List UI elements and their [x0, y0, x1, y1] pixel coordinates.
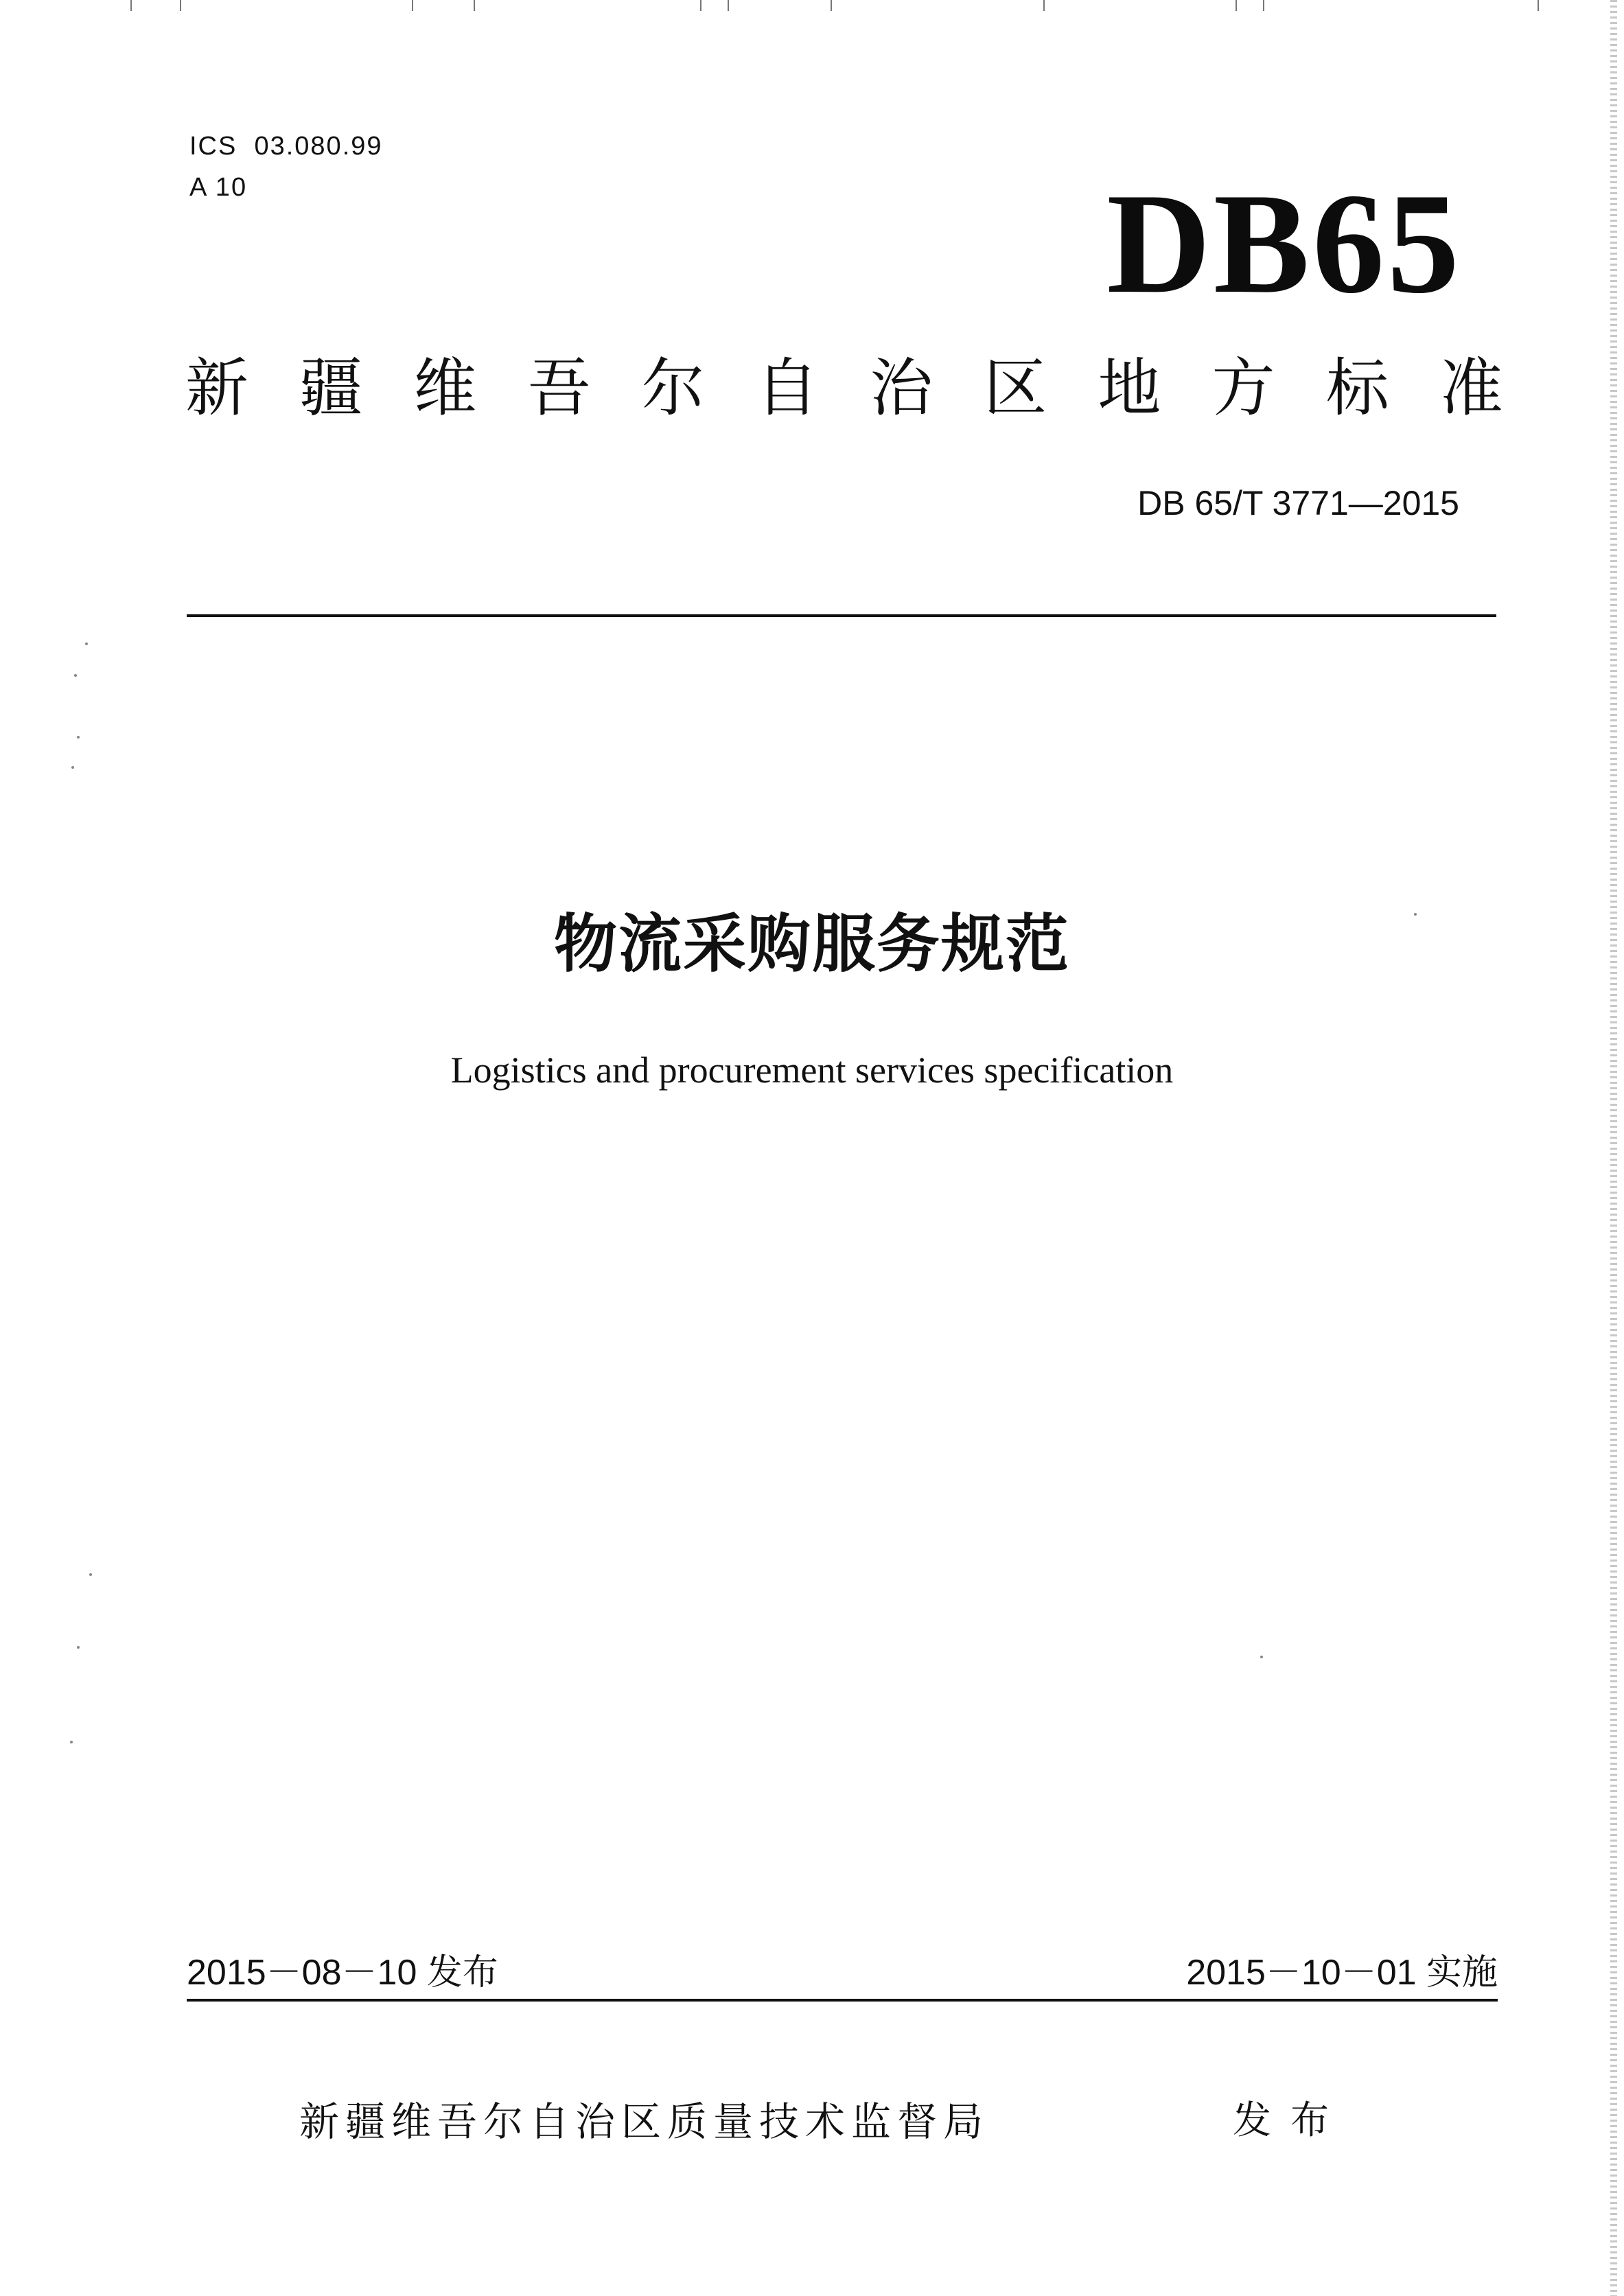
ccs-classification: A 10 [189, 173, 248, 202]
category-char: 维 [413, 351, 477, 425]
category-char: 准 [1439, 351, 1503, 425]
standard-number: DB 65/T 3771—2015 [1137, 484, 1459, 522]
category-char: 疆 [299, 351, 363, 425]
category-char: 尔 [641, 351, 705, 425]
issuing-authority: 新疆维吾尔自治区质量技术监督局 [299, 2098, 990, 2145]
category-char: 自 [755, 351, 819, 425]
category-char: 新 [185, 351, 249, 425]
document-title-english: Logistics and procurement services specification [450, 1050, 1174, 1091]
publish-date: 2015－08－10 发布 [187, 1953, 498, 1993]
footer-divider [187, 1999, 1498, 2002]
category-char: 吾 [527, 351, 591, 425]
standard-category-heading [185, 351, 1503, 425]
issue-label: 发布 [1233, 2098, 1348, 2143]
category-char: 方 [1211, 351, 1275, 425]
category-char: 治 [870, 351, 933, 425]
implementation-date: 2015－10－01 实施 [1186, 1953, 1498, 1993]
category-char: 地 [1098, 351, 1161, 425]
category-char: 区 [984, 351, 1047, 425]
standard-code-logo: DB65 [1106, 164, 1462, 323]
ics-classification: ICS 03.080.99 [189, 132, 383, 161]
category-char: 标 [1325, 351, 1389, 425]
header-divider [187, 614, 1496, 617]
document-title-chinese: 物流采购服务规范 [553, 907, 1070, 981]
